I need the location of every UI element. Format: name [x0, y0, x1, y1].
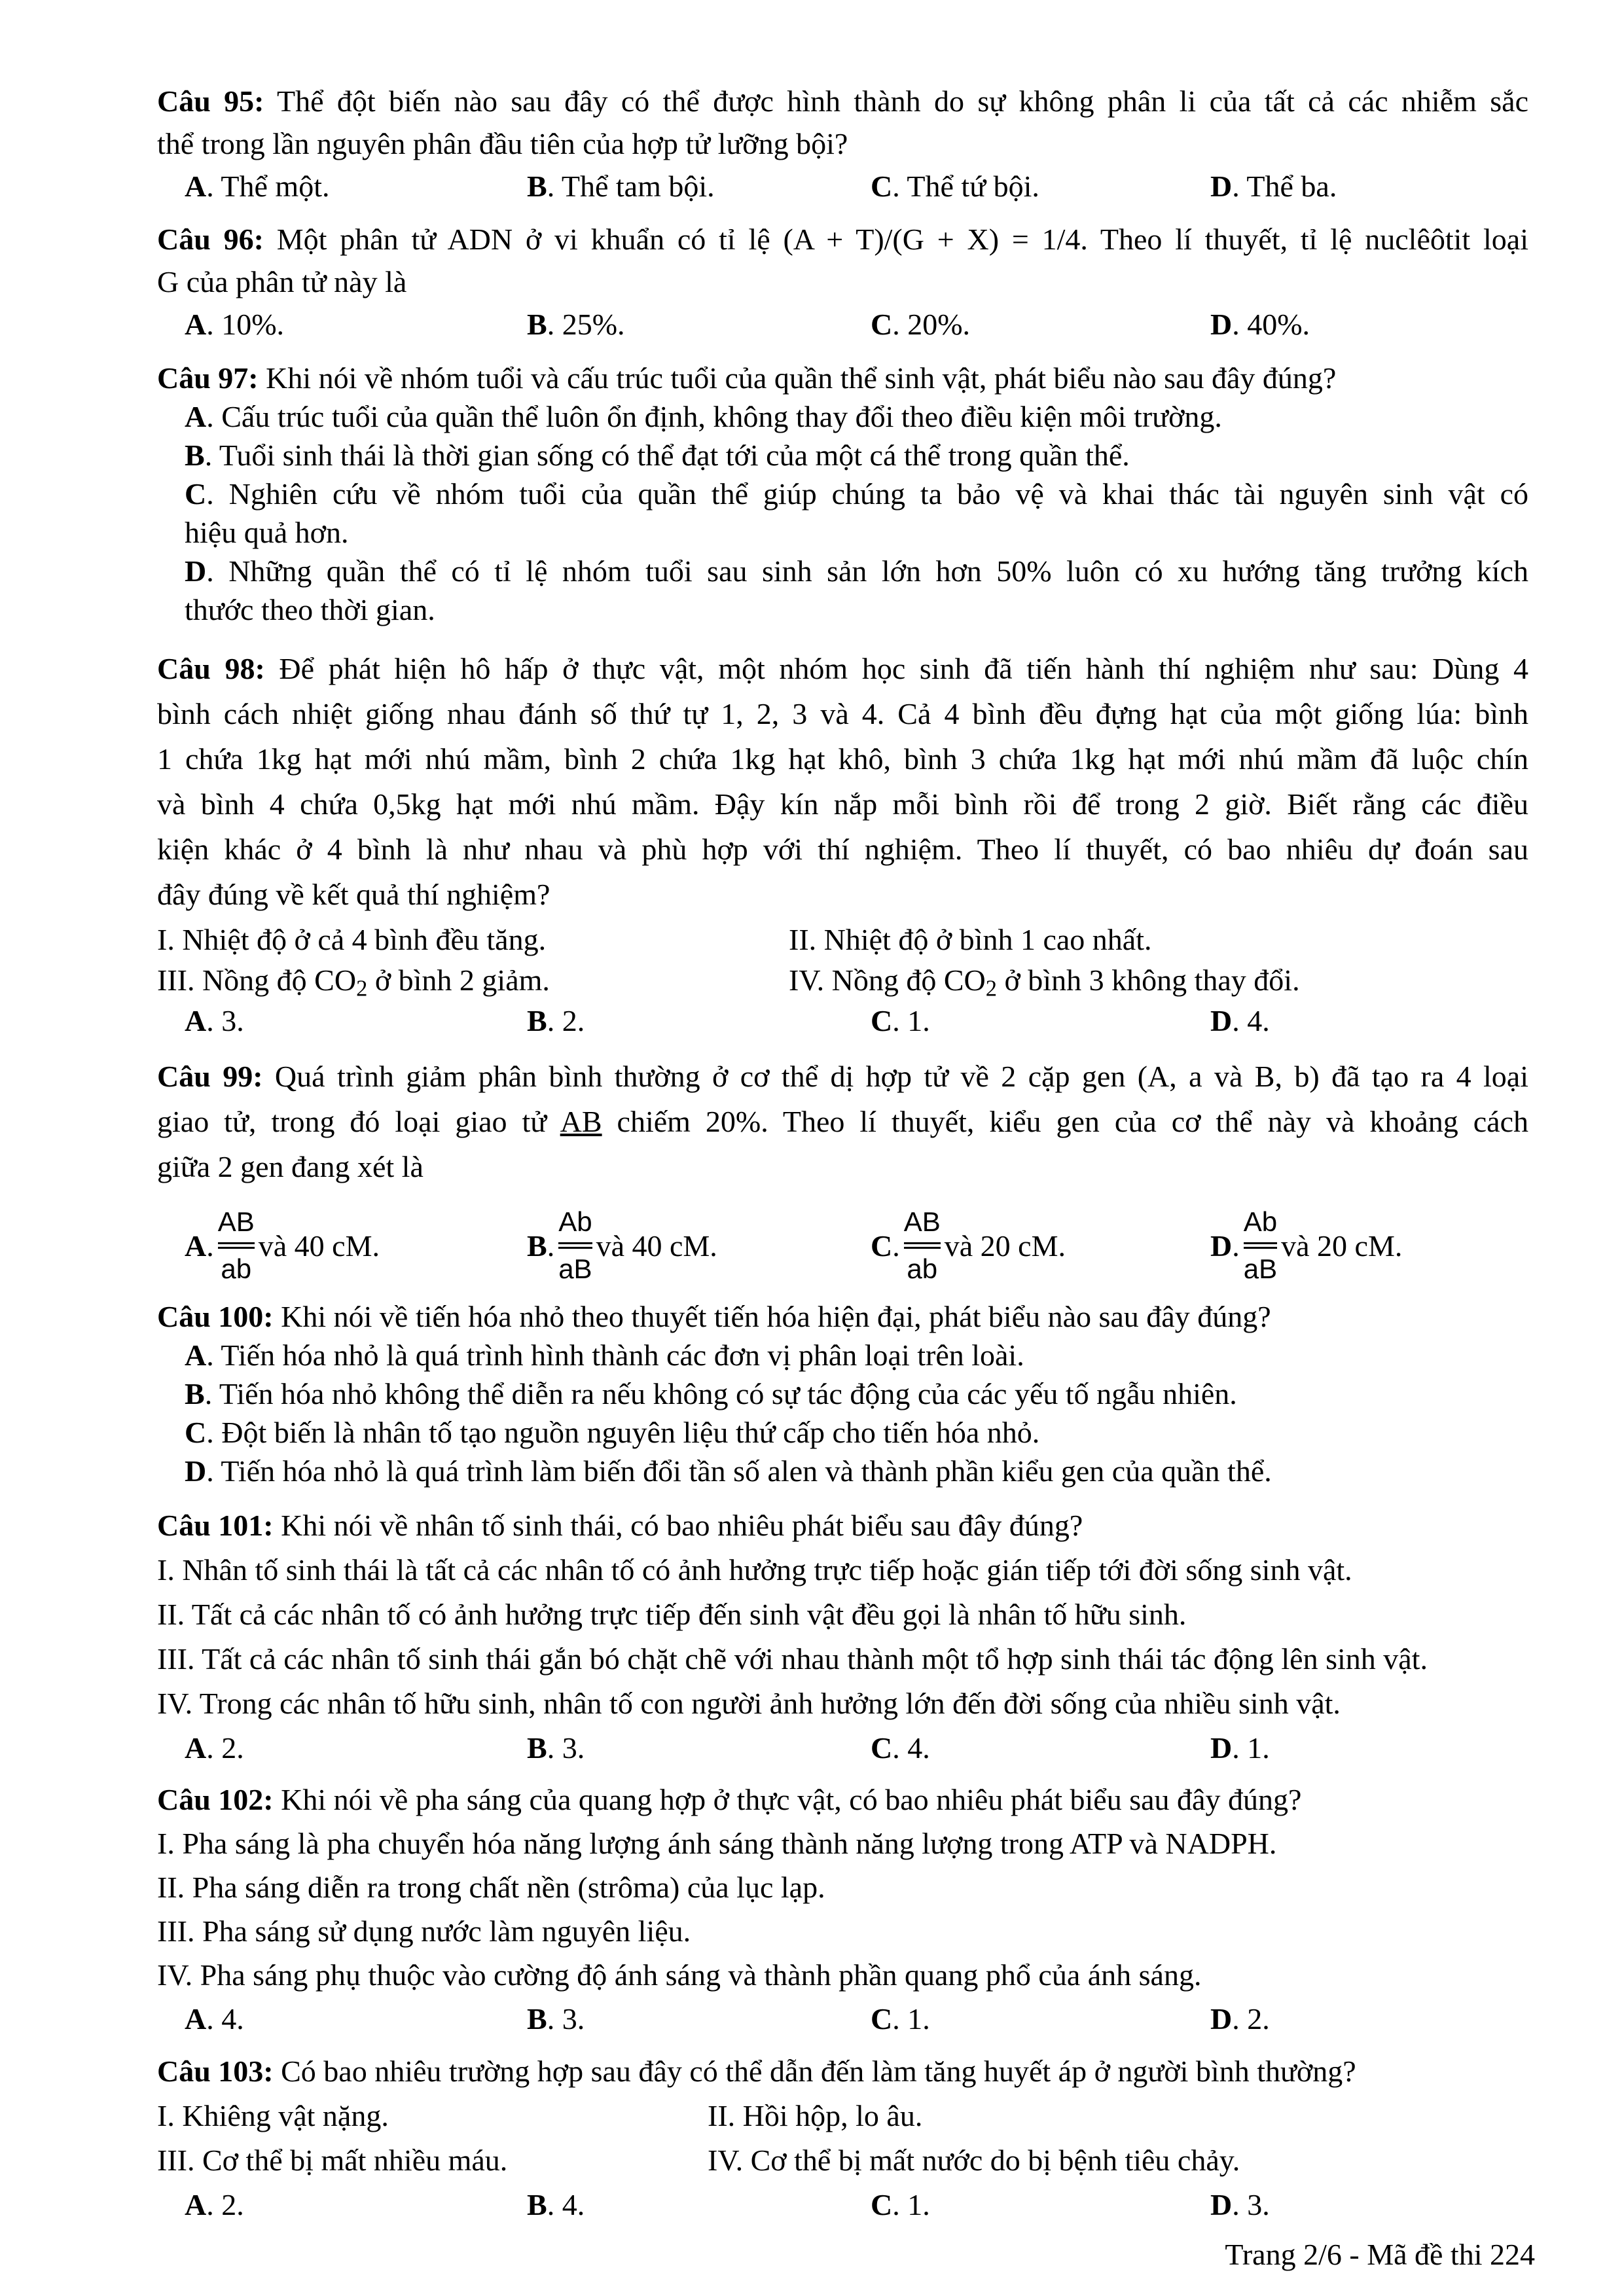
- stem-text: giữa 2 gen đang xét là: [157, 1150, 424, 1183]
- question-label: Câu 102:: [157, 1783, 274, 1816]
- question-stem: Câu 102: Khi nói về pha sáng của quang hợp ở thực vật, có bao nhiêu phát biểu sau đây đúng?: [157, 1783, 1302, 1816]
- option-d: D. 1.: [1210, 1731, 1270, 1765]
- option-d: D. Những quần thể có tỉ lệ nhóm tuổi sau sinh sản lớn hơn 50% luôn có xu hướng tăng trưởng kích thước theo thời gian.: [185, 554, 1528, 626]
- statements-row: [157, 917, 1528, 958]
- question-stem: Câu 101: Khi nói về nhân tố sinh thái, có bao nhiêu phát biểu sau đây đúng?: [157, 1509, 1083, 1542]
- statement-3: III. Cơ thể bị mất nhiều máu.: [157, 2144, 508, 2177]
- option-c: C. 4.: [871, 1731, 930, 1765]
- genotype-fraction: AB ab: [903, 1206, 941, 1284]
- genotype-fraction: Ab aB: [1243, 1206, 1278, 1284]
- statement-4: IV. Nồng độ $CO_2$ ở bình 3 không thay đổi.: [789, 963, 1300, 1001]
- option-d: D. 40%.: [1210, 308, 1310, 341]
- statement-1: I. Pha sáng là pha chuyển hóa năng lượng ánh sáng thành năng lượng trong ATP và NADPH.: [157, 1827, 1277, 1860]
- options-row: [157, 1180, 1528, 1311]
- statement-1: I. Khiêng vật nặng.: [157, 2099, 389, 2132]
- statements-row: [157, 2138, 1528, 2183]
- option-b: B. 25%.: [527, 308, 625, 341]
- options-row: [157, 998, 1528, 1039]
- question-label: Câu 99:: [157, 1060, 263, 1093]
- question-stem: Câu 98: Để phát hiện hô hấp ở thực vật, một nhóm học sinh đã tiến hành thí nghiệm như sau: Dùng 4: [157, 652, 1529, 685]
- question-stem: Câu 103: Có bao nhiêu trường hợp sau đây có thể dẫn đến làm tăng huyết áp ở người bình thường?: [157, 2054, 1356, 2088]
- stem-text: 1 chứa 1kg hạt mới nhú mầm, bình 2 chứa 1kg hạt khô, bình 3 chứa 1kg hạt mới nhú mầm đã luộc chín: [157, 742, 1528, 776]
- question-96: [157, 218, 1528, 344]
- question-97: [157, 359, 1528, 629]
- option-d: D. Thể ba.: [1210, 170, 1337, 203]
- option-a: A. Cấu trúc tuổi của quần thể luôn ổn định, không thay đổi theo điều kiện môi trường.: [185, 400, 1222, 433]
- stem-text: bình cách nhiệt giống nhau đánh số thứ tự 1, 2, 3 và 4. Cả 4 bình đều đựng hạt của một giống lúa: bình: [157, 697, 1528, 730]
- options-row: [157, 1726, 1528, 1767]
- question-stem: [157, 218, 1528, 260]
- statement-3: III. Pha sáng sử dụng nước làm nguyên liệu.: [157, 1914, 691, 1948]
- stem-text: giao tử, trong đó loại giao tử AB chiếm 20%. Theo lí thuyết, kiểu gen của cơ thể này và khoảng cách: [157, 1105, 1529, 1138]
- statement-3: III. Nồng độ $CO_2$ ở bình 2 giảm.: [157, 963, 550, 1001]
- stem-text: Khi nói về nhóm tuổi và cấu trúc tuổi của quần thể sinh vật, phát biểu nào sau đây đúng?: [258, 361, 1337, 395]
- option-b: B. Tiến hóa nhỏ không thể diễn ra nếu không có sự tác động của các yếu tố ngẫu nhiên.: [185, 1377, 1237, 1410]
- question-label: Câu 95:: [157, 84, 264, 118]
- question-label: Câu 96:: [157, 223, 264, 256]
- options-row: [157, 303, 1528, 344]
- option-c: C . AB ab và 20 cM.: [871, 1206, 1066, 1284]
- option-d: D. 3.: [1210, 2188, 1270, 2221]
- question-99: [157, 1054, 1528, 1311]
- option-c: C. Thể tứ bội.: [871, 170, 1039, 203]
- stem-text: và bình 4 chứa 0,5kg hạt mới nhú mầm. Đậy kín nắp mỗi bình rồi để trong 2 giờ. Biết rằng các điều: [157, 787, 1528, 821]
- option-a: A. 10%.: [185, 308, 285, 341]
- statement-1: I. Nhiệt độ ở cả 4 bình đều tăng.: [157, 923, 547, 956]
- option-a: A. Tiến hóa nhỏ là quá trình hình thành các đơn vị phân loại trên loài.: [185, 1338, 1024, 1372]
- statement-2: II. Nhiệt độ ở bình 1 cao nhất.: [789, 923, 1152, 956]
- option-d: D. 4.: [1210, 1004, 1270, 1038]
- stem-text: kiện khác ở 4 bình là như nhau và phù hợp với thí nghiệm. Theo lí thuyết, có bao nhiêu dự đoán sau: [157, 833, 1528, 866]
- statement-4: IV. Cơ thể bị mất nước do bị bệnh tiêu chảy.: [708, 2144, 1240, 2177]
- question-label: Câu 100:: [157, 1300, 274, 1333]
- options-row: [157, 165, 1528, 206]
- option-d: D . Ab aB và 20 cM.: [1210, 1206, 1403, 1284]
- option-a: A. 2.: [185, 2188, 244, 2221]
- option-a: A. 3.: [185, 1004, 244, 1038]
- question-label: Câu 98:: [157, 652, 265, 685]
- statement-1: I. Nhân tố sinh thái là tất cả các nhân tố có ảnh hưởng trực tiếp hoặc gián tiếp tới đời sống sinh vật.: [157, 1553, 1352, 1587]
- statement-2: II. Tất cả các nhân tố có ảnh hưởng trực tiếp đến sinh vật đều gọi là nhân tố hữu sinh.: [157, 1598, 1187, 1631]
- option-c: C. Đột biến là nhân tố tạo nguồn nguyên liệu thứ cấp cho tiến hóa nhỏ.: [185, 1416, 1040, 1449]
- statement-2: II. Pha sáng diễn ra trong chất nền (strôma) của lục lạp.: [157, 1871, 825, 1904]
- option-b: B. 2.: [527, 1004, 585, 1038]
- stem-text: đây đúng về kết quả thí nghiệm?: [157, 878, 550, 911]
- question-stem: [157, 80, 1528, 122]
- question-stem: Câu 100: Khi nói về tiến hóa nhỏ theo thuyết tiến hóa hiện đại, phát biểu nào sau đây đúng?: [157, 1300, 1271, 1333]
- stem-text: G của phân tử này là: [157, 265, 407, 298]
- question-100: [157, 1297, 1528, 1490]
- option-b: B. 3.: [527, 2002, 585, 2036]
- option-a: A. Thể một.: [185, 170, 330, 203]
- options-row: [157, 2183, 1528, 2223]
- options-row: [157, 1997, 1528, 2037]
- question-102: [157, 1778, 1528, 2037]
- option-c: C. 20%.: [871, 308, 971, 341]
- option-c: C. 1.: [871, 2188, 930, 2221]
- statement-3: III. Tất cả các nhân tố sinh thái gắn bó chặt chẽ với nhau thành một tổ hợp sinh thái tác động lên sinh vật.: [157, 1642, 1428, 1676]
- question-stem: Câu 99: Quá trình giảm phân bình thường ở cơ thể dị hợp tử về 2 cặp gen (A, a và B, b) đã tạo ra 4 loại: [157, 1060, 1528, 1093]
- option-a: A. 4.: [185, 2002, 244, 2036]
- option-b: B. Tuổi sinh thái là thời gian sống có thể đạt tới của một cá thể trong quần thể.: [185, 439, 1130, 472]
- statement-2: II. Hồi hộp, lo âu.: [708, 2099, 923, 2132]
- option-d: D. 2.: [1210, 2002, 1270, 2036]
- option-b: B. 4.: [527, 2188, 585, 2221]
- option-a: A . AB ab và 40 cM.: [185, 1206, 380, 1284]
- option-c: C. 1.: [871, 1004, 930, 1038]
- option-d: D. Tiến hóa nhỏ là quá trình làm biến đổi tần số alen và thành phần kiểu gen của quần thể.: [185, 1454, 1272, 1488]
- statements-row: [157, 2094, 1528, 2138]
- genotype-fraction: AB ab: [217, 1206, 255, 1284]
- statement-4: IV. Pha sáng phụ thuộc vào cường độ ánh sáng và thành phần quang phổ của ánh sáng.: [157, 1958, 1202, 1992]
- option-c: C. 1.: [871, 2002, 930, 2036]
- question-95: [157, 80, 1528, 206]
- question-label: Câu 103:: [157, 2054, 274, 2088]
- stem-text: Thể đột biến nào sau đây có thể được hình thành do sự không phân li của tất cả các nhiễm sắc: [264, 84, 1529, 118]
- question-stem: [157, 359, 1528, 397]
- statement-4: IV. Trong các nhân tố hữu sinh, nhân tố con người ảnh hưởng lớn đến đời sống của nhiều sinh vật.: [157, 1687, 1341, 1720]
- stem-text: Một phân tử ADN ở vi khuẩn có tỉ lệ (A + T)/(G + X) = 1/4. Theo lí thuyết, tỉ lệ nuclêôtit loại: [263, 223, 1528, 256]
- option-a: A. 2.: [185, 1731, 244, 1765]
- option-b: B. Thể tam bội.: [527, 170, 715, 203]
- option-b: B. 3.: [527, 1731, 585, 1765]
- question-98: [157, 646, 1528, 1039]
- question-label: Câu 101:: [157, 1509, 274, 1542]
- option-b: B . Ab aB và 40 cM.: [527, 1206, 717, 1284]
- question-101: [157, 1503, 1528, 1767]
- stem-text: thể trong lần nguyên phân đầu tiên của hợp tử lưỡng bội?: [157, 127, 848, 160]
- statements-row: [157, 958, 1528, 1001]
- option-c: C. Nghiên cứu về nhóm tuổi của quần thể giúp chúng ta bảo vệ và khai thác tài nguyên sinh vật có hiệu quả hơn.: [185, 477, 1528, 549]
- question-label: Câu 97:: [157, 361, 259, 395]
- question-103: [157, 2049, 1528, 2223]
- page-footer: Trang 2/6 - Mã đề thi 224: [1225, 2238, 1535, 2271]
- genotype-fraction: Ab aB: [558, 1206, 592, 1284]
